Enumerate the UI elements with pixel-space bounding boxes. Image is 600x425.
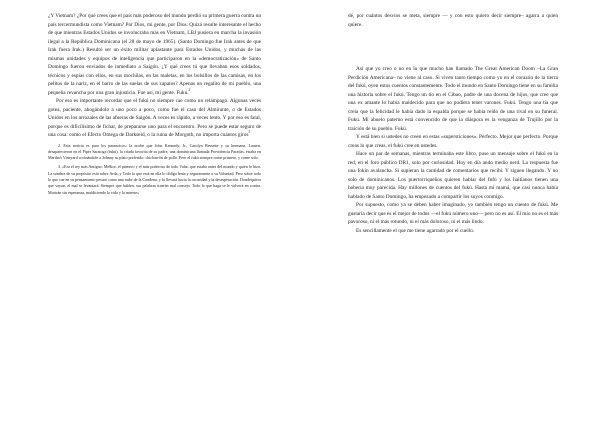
body-paragraph: Hace un par de semanas, mientras terminaba este libro, puse un mensaje sobre el fukú en la red, en el foro público DR1, solo por curiosidad. Hoy en día ando medio nerd. La respuesta fue una fokin avalancha. Si supieran la cantidad de comentarios que recibí. Y siguen llegando. Y no solo de dominicanos. Los puertorriqueños quieren hablar del fufú y los haitianos tienen una boberia muy parecida. Hay millones de cuentos del fukú. Hasta mi mamá, que casi nunca había hablado de Santo Domingo, ha empezado a compartir los suyos conmigo.	[348, 151, 558, 200]
left-text-column	[48, 12, 261, 199]
footnote: 2. Esta noticia es para los paranoicos: la noche que John Kennedy, Jr., Carolyn Bessette y su hermana, Lauren, desaparecieron en el Piper Saratoga (fukú), la criada favorita de su padre, una dominicana llamada Providencia Paradas, estaba en Martha's Vineyard cocinándole a Johnny su plato preferido: chicharrón de pollo. Pero el fukú siempre come primero, y come solo.	[48, 142, 261, 161]
body-paragraph	[48, 97, 261, 140]
body-paragraph: Por supuesto, como ya se deben haber imaginado, yo también tengo un cuento de fukú. Me gustaría decir que es el mejor de todos —el fukú número uno— pero no es así. El mío no es el más pavoroso, ni el más rotundo, ni el más doloroso, ni el más lindo.	[348, 202, 558, 225]
footnotes	[48, 143, 261, 196]
right-text-column	[348, 12, 558, 235]
right-page	[300, 0, 600, 425]
section-break	[348, 29, 558, 65]
footnote: 3. «Era el rey más Antiguo: Melkor, el primero y el más poderoso de todo Valar, que estaba antes del mundo y quien lo hizo. La sombra de su propósito está sobre Arda, y Todo lo que está en ella lo obliga lenta y seguramente a su Voluntad. Pero sobre todo lo que cae en su pensamiento pesará como una nube de la Condena, y lo llevará hacia la oscuridad y la desesperación. Dondequiera que vayan, el mal se levantará. Siempre que hablen, sus palabras traerán mal consejo. Todo lo que haga se le volverá en contra. Morirán sin esperanza, maldiciendo la vida y la muerte»	[48, 164, 261, 195]
paragraph-text: Por eso es importante recordar que el fukú no siempre cae como un relámpago. Algunas veces gotea, paciente, ahogándolo a uno poco a poco, como fue el caso del Almirante, o de Estados Unidos en los arrozales de las afueras de Saigón. A veces es rápido, a veces lento. Y por eso es fatal, porque es dificilísimo de fichar, de prepararse uno para el encuentro. Pero se puede estar seguro de una cosa: como el Efecto Omega de Darkseid, o la ruina de Morgoth, no importa cuántos giros	[48, 98, 261, 138]
continued-paragraph: dé, por cuántos desvíos se meta, siempre — y con esto quiero decir siempre– agarra a quien quiere.	[348, 13, 558, 28]
body-paragraph: Es sencillamente el que me tiene agarrado por el cuello.	[356, 227, 475, 234]
body-paragraph	[48, 12, 261, 97]
body-paragraph: Así que yo creo o no en lo que mucho han llamado The Great American Doom –La Gran Perdición Americana– no viene al caso. Si viven tanto tiempo como yo en el corazón de la tierra del fukú, oyen estos cuentos constantemente. Todo el mundo en Santo Domingo tiene en su familia una historia sobre el fukú. Tengo un tío en el Cibao, padre de una docena de hijos, que cree que una ex amante lo había maldecido para que no pudiera tener varones. Fukú. Tengo una tía que creía que la felicidad le había dado la espalda porque se había reído de una rival en su funeral. Fukú. Mi abuelo paterno está convencido de que la diáspora es la venganza de Trujillo por la traición de su pueblo. Fukú.	[348, 66, 558, 132]
footnote-ref: 2	[188, 87, 191, 92]
paragraph-text: ¿Y Vietnam? ¿Por qué crees que el país más poderoso del mundo perdió su primera guerra contra un país tercermundista como Vietnam? Por Dios, mi gente, por Dios. Quizá resulte interesante el hecho de que mientras Estados Unidos se involucraba más en Vietnam, LBJ pusiera en marcha la invasión ilegal a la República Dominicana (el 28 de mayo de 1965). (Santo Domingo fue Irak antes de que Irak fuera Irak.) Resultó ser un éxito militar aplastante para Estados Unidos, y muchas de las mismas unidades y equipos de inteligencia que participaron en la «democratización» de Santo Domingo fueron enviados de inmediato a Saigón. ¿Y qué crees tú que llevaban esos soldados, técnicos y espías con ellos, en sus mochilas, en las maletas, en los bolsillos de las camisas, en los pelitos de la nariz, en el barro de las suelas de sus zapatos? Apenas un regalito de mi pueblo, una pequeña revancha por una gran injusticia. Fue así, mi gente. Fukú.	[48, 13, 261, 96]
footnote-ref: 3	[248, 130, 251, 135]
body-paragraph: Y está bien si ustedes no creen en estas «supersticiones». Perfecto. Mejor que perfecto. Porque creas lo que creas, el fukú cree en ustedes.	[348, 134, 558, 149]
